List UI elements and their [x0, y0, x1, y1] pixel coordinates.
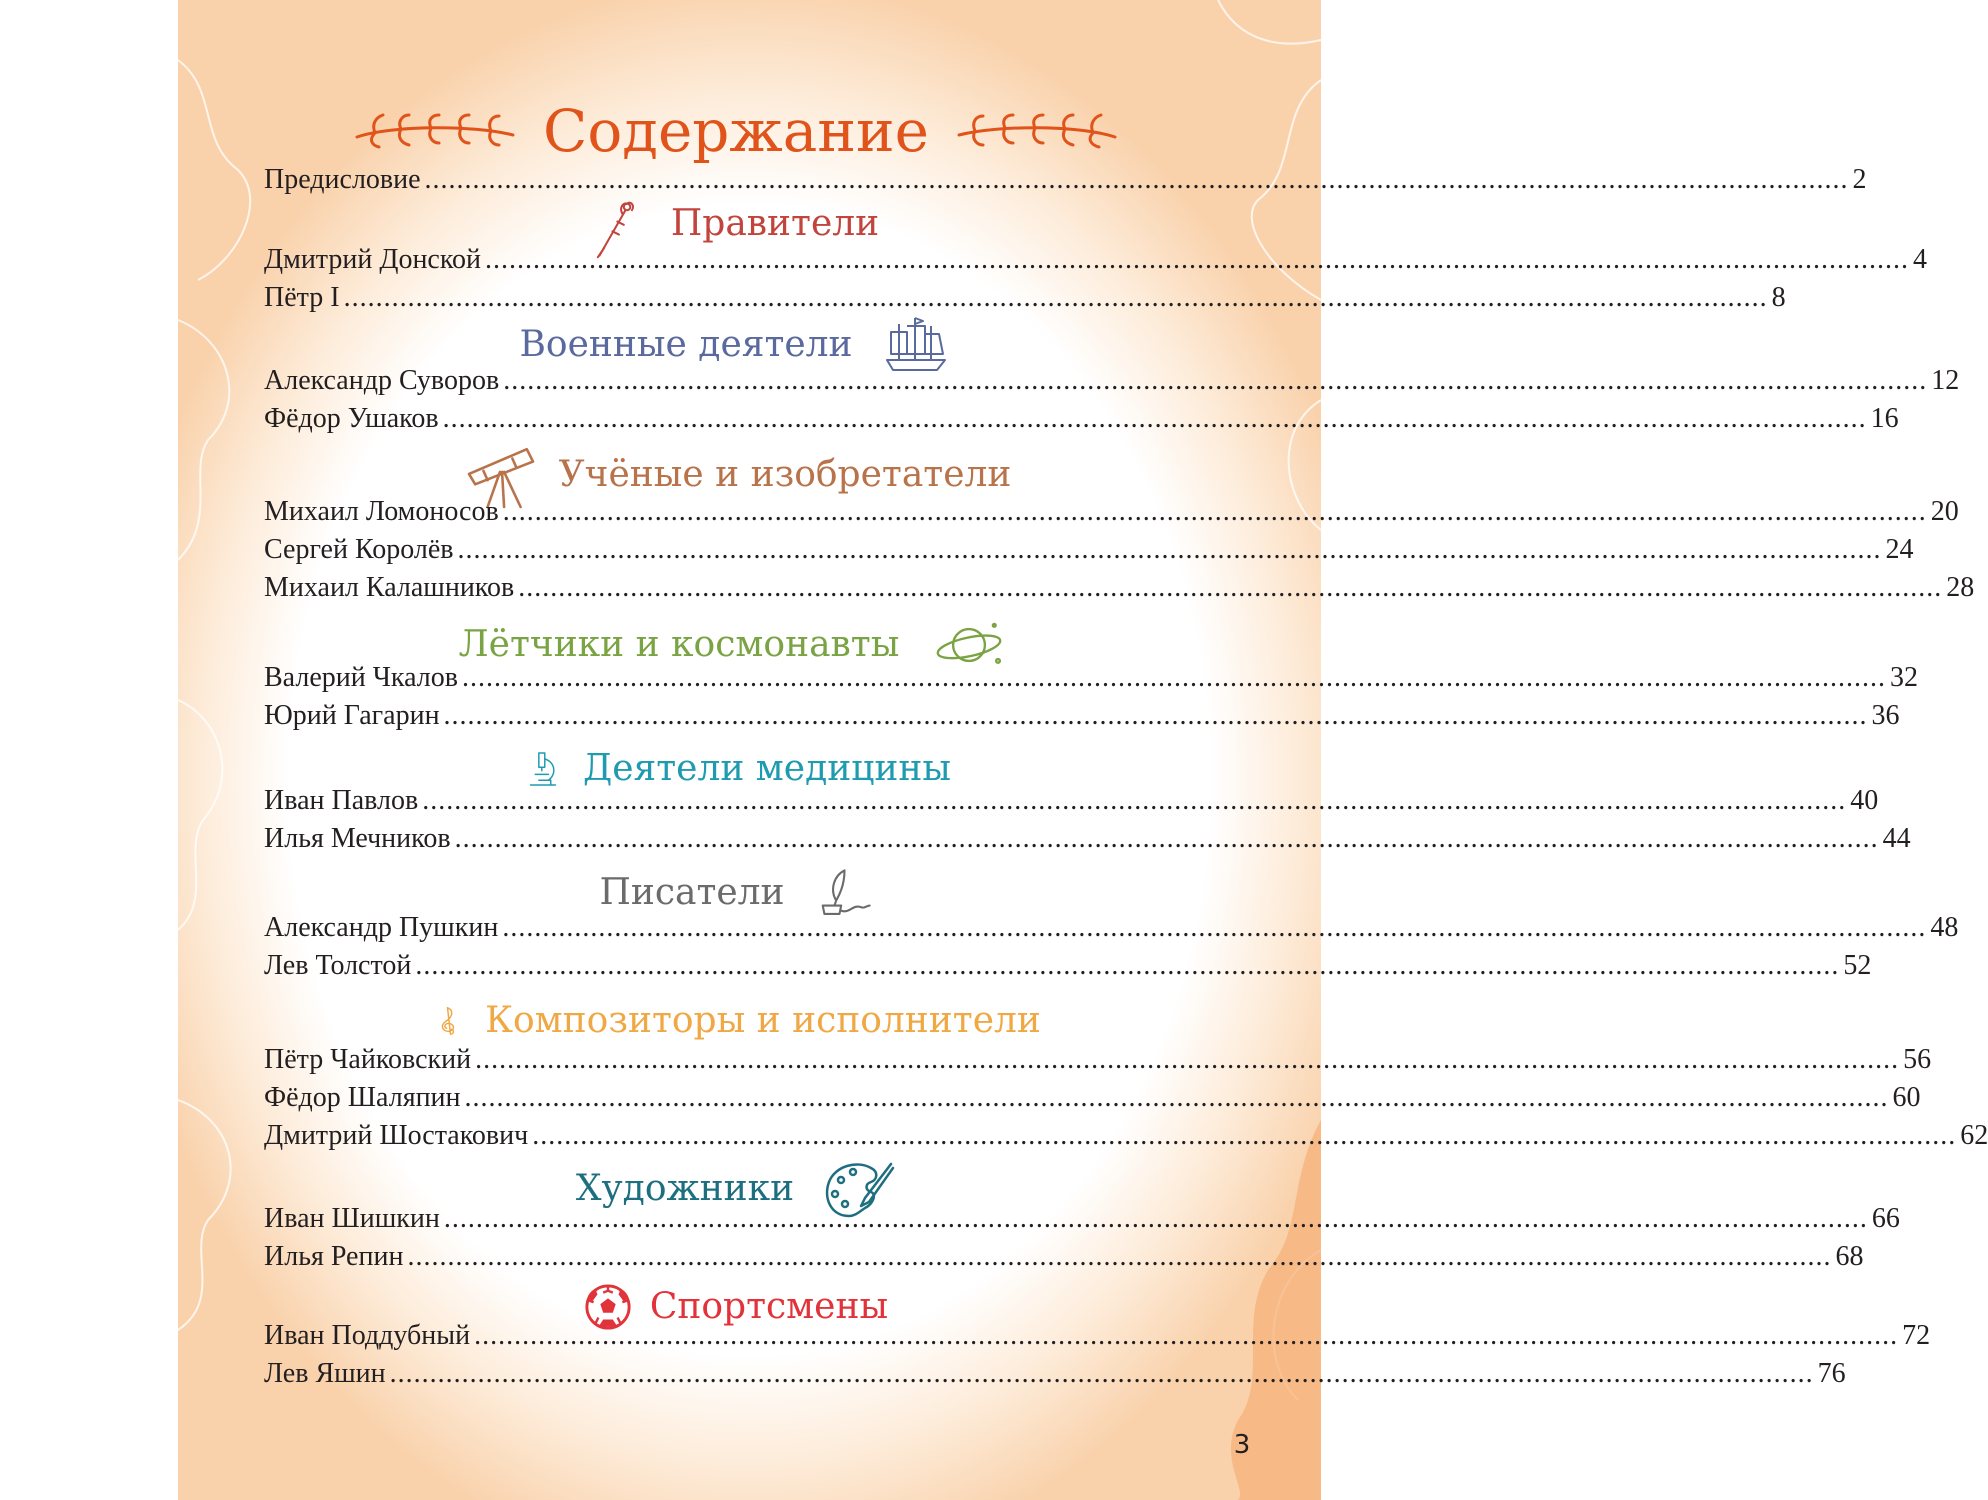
- entry-name: Илья Репин: [264, 1241, 404, 1272]
- entry-name: Юрий Гагарин: [264, 700, 440, 731]
- entry-page-number: 12: [1931, 365, 1960, 396]
- toc-entry[interactable]: [264, 700, 1900, 736]
- toc-entry[interactable]: [264, 1120, 1988, 1156]
- entry-page-number: 32: [1889, 662, 1918, 693]
- entry-name: Пётр Чайковский: [264, 1044, 472, 1075]
- entry-page-number: 16: [1870, 403, 1899, 434]
- dot-leader: ..................................................................................................................................................................................: [503, 365, 1928, 396]
- section-title: Деятели медицины: [582, 748, 952, 789]
- entry-name: Михаил Калашников: [264, 572, 515, 603]
- section-title: Писатели: [599, 872, 785, 913]
- entry-name: Дмитрий Донской: [264, 244, 482, 275]
- entry-name: Иван Шишкин: [264, 1203, 440, 1234]
- left-garland-icon: [353, 113, 517, 149]
- toc-entry[interactable]: [264, 282, 1786, 318]
- section-title: Правители: [670, 203, 880, 244]
- dot-leader: ..................................................................................................................................................................................: [502, 496, 1927, 527]
- entry-name: Иван Поддубный: [264, 1320, 471, 1351]
- book-page: [178, 0, 1988, 1500]
- entry-name: Михаил Ломоносов: [264, 496, 499, 527]
- entry-page-number: 20: [1930, 496, 1959, 527]
- toc-entry[interactable]: [264, 1203, 1900, 1239]
- right-garland-icon: [955, 113, 1119, 149]
- entry-name: Илья Мечников: [264, 823, 451, 854]
- toc-entry[interactable]: [264, 1082, 1921, 1118]
- entry-page-number: 36: [1871, 700, 1900, 731]
- entry-page-number: 76: [1817, 1358, 1846, 1389]
- toc-entry[interactable]: [264, 534, 1914, 570]
- dot-leader: ..................................................................................................................................................................................: [424, 164, 1849, 195]
- entry-page-number: 66: [1871, 1203, 1900, 1234]
- section-heading-composers: [264, 992, 1208, 1050]
- toc-entry[interactable]: [264, 912, 1959, 948]
- dot-leader: ..................................................................................................................................................................................: [461, 662, 1886, 693]
- dot-leader: ..................................................................................................................................................................................: [442, 403, 1867, 434]
- section-title: Лётчики и космонавты: [458, 624, 900, 665]
- toc-entry[interactable]: [264, 244, 1928, 280]
- toc-entry[interactable]: [264, 365, 1960, 401]
- section-title: Учёные и изобретатели: [558, 454, 1012, 495]
- entry-page-number: 62: [1960, 1120, 1988, 1151]
- dot-leader: ..................................................................................................................................................................................: [502, 912, 1927, 943]
- entry-name: Фёдор Ушаков: [264, 403, 439, 434]
- toc-entry[interactable]: [264, 572, 1975, 608]
- entry-page-number: 48: [1930, 912, 1959, 943]
- toc-entry[interactable]: [264, 403, 1899, 439]
- section-title: Художники: [575, 1168, 795, 1209]
- entry-name: Дмитрий Шостакович: [264, 1120, 529, 1151]
- table-of-contents: [264, 0, 1988, 1500]
- entry-page-number: 40: [1850, 785, 1879, 816]
- entry-name: Лев Яшин: [264, 1358, 386, 1389]
- section-title: Военные деятели: [519, 324, 853, 365]
- dot-leader: ..................................................................................................................................................................................: [474, 1320, 1899, 1351]
- dot-leader: ..................................................................................................................................................................................: [464, 1082, 1889, 1113]
- toc-entry[interactable]: [264, 662, 1918, 698]
- toc-entry[interactable]: [264, 1044, 1932, 1080]
- entry-page-number: 4: [1913, 244, 1928, 275]
- entry-page-number: 52: [1843, 950, 1872, 981]
- dot-leader: ..................................................................................................................................................................................: [407, 1241, 1832, 1272]
- toc-entry[interactable]: [264, 785, 1879, 821]
- entry-page-number: 44: [1882, 823, 1911, 854]
- section-title: Композиторы и исполнители: [485, 1000, 1041, 1041]
- dot-leader: ..................................................................................................................................................................................: [443, 700, 1868, 731]
- dot-leader: ..................................................................................................................................................................................: [454, 823, 1879, 854]
- dot-leader: ..................................................................................................................................................................................: [457, 534, 1882, 565]
- toc-entry[interactable]: [264, 1320, 1931, 1356]
- dot-leader: ..................................................................................................................................................................................: [475, 1044, 1900, 1075]
- section-title: Спортсмены: [649, 1286, 889, 1327]
- entry-page-number: 60: [1892, 1082, 1921, 1113]
- page-number: 3: [1233, 1430, 1251, 1460]
- dot-leader: ..................................................................................................................................................................................: [532, 1120, 1957, 1151]
- toc-entry[interactable]: [264, 823, 1911, 859]
- dot-leader: ..................................................................................................................................................................................: [389, 1358, 1814, 1389]
- page-title: Содержание: [542, 97, 930, 165]
- entry-name: Валерий Чкалов: [264, 662, 458, 693]
- entry-page-number: 8: [1771, 282, 1786, 313]
- dot-leader: ..................................................................................................................................................................................: [422, 785, 1847, 816]
- entry-name: Александр Суворов: [264, 365, 500, 396]
- dot-leader: ..................................................................................................................................................................................: [485, 244, 1910, 275]
- entry-name: Пётр I: [264, 282, 340, 313]
- title-row: [264, 88, 1208, 174]
- toc-entry[interactable]: [264, 950, 1872, 986]
- entry-name: Лев Толстой: [264, 950, 412, 981]
- entry-name: Сергей Королёв: [264, 534, 454, 565]
- entry-page-number: 2: [1852, 164, 1867, 195]
- dot-leader: ..................................................................................................................................................................................: [415, 950, 1840, 981]
- entry-page-number: 28: [1946, 572, 1975, 603]
- entry-name: Иван Павлов: [264, 785, 419, 816]
- entry-name: Предисловие: [264, 164, 421, 195]
- dot-leader: ..................................................................................................................................................................................: [343, 282, 1768, 313]
- entry-page-number: 72: [1902, 1320, 1931, 1351]
- entry-name: Александр Пушкин: [264, 912, 499, 943]
- toc-entry[interactable]: [264, 1358, 1846, 1394]
- entry-page-number: 24: [1885, 534, 1914, 565]
- entry-name: Фёдор Шаляпин: [264, 1082, 461, 1113]
- toc-entry[interactable]: [264, 496, 1959, 532]
- entry-page-number: 68: [1835, 1241, 1864, 1272]
- entry-page-number: 56: [1903, 1044, 1932, 1075]
- dot-leader: ..................................................................................................................................................................................: [518, 572, 1943, 603]
- dot-leader: ..................................................................................................................................................................................: [443, 1203, 1868, 1234]
- toc-entry[interactable]: [264, 1241, 1864, 1277]
